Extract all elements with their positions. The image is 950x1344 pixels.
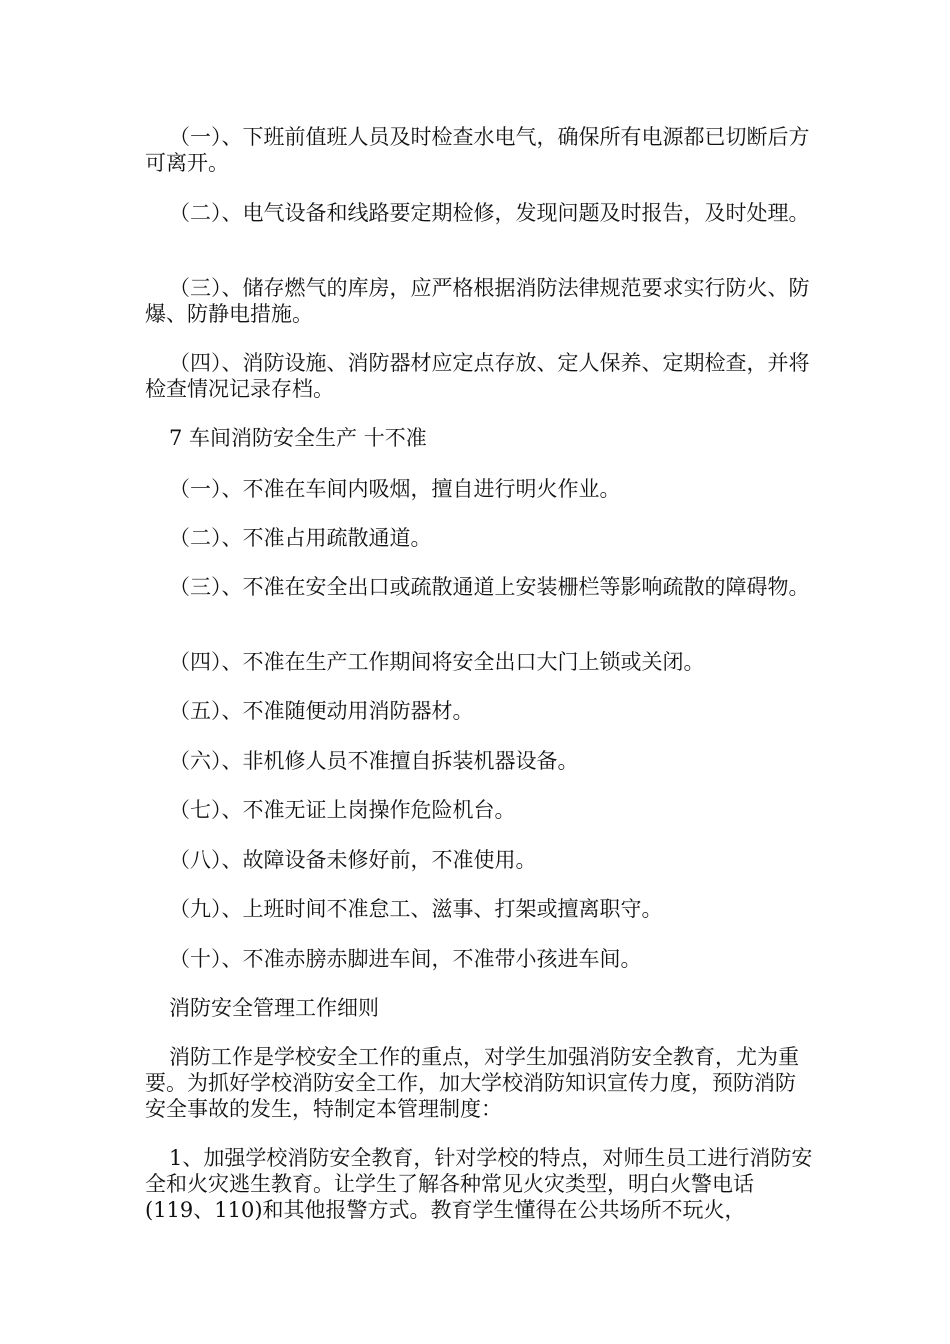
- paragraph-3: （三）、储存燃气的库房，应严格根据消防法律规范要求实行防火、防爆、防静电措施。: [145, 276, 810, 326]
- clause-1-paragraph: 1、加强学校消防安全教育，针对学校的特点，对师生员工进行消防安全和火灾逃生教育。让学生了解各种常见火灾类型，明白火警电话(119、110)和其他报警方式。教育学生懂得在公共场所不玩火，: [145, 1146, 813, 1222]
- rule-7: （七）、不准无证上岗操作危险机台。: [169, 798, 516, 822]
- section-heading-7: 7 车间消防安全生产 十不准: [169, 426, 427, 450]
- rule-8: （八）、故障设备未修好前，不准使用。: [169, 848, 537, 872]
- paragraph-2: （二）、电气设备和线路要定期检修，发现问题及时报告，及时处理。: [169, 201, 810, 225]
- paragraph-4: （四）、消防设施、消防器材应定点存放、定人保养、定期检查，并将检查情况记录存档。: [145, 351, 810, 401]
- intro-paragraph: 消防工作是学校安全工作的重点，对学生加强消防安全教育，尤为重要。为抓好学校消防安全工作，加大学校消防知识宣传力度，预防消防安全事故的发生，特制定本管理制度：: [145, 1045, 799, 1121]
- rule-5: （五）、不准随便动用消防器材。: [169, 699, 474, 723]
- section-title: 消防安全管理工作细则: [169, 996, 379, 1020]
- rule-3: （三）、不准在安全出口或疏散通道上安装栅栏等影响疏散的障碍物。: [169, 575, 810, 599]
- paragraph-1: （一）、下班前值班人员及时检查水电气，确保所有电源都已切断后方可离开。: [145, 125, 810, 175]
- rule-4: （四）、不准在生产工作期间将安全出口大门上锁或关闭。: [169, 650, 705, 674]
- rule-6: （六）、非机修人员不准擅自拆装机器设备。: [169, 749, 579, 773]
- rule-10: （十）、不准赤膀赤脚进车间，不准带小孩进车间。: [169, 947, 642, 971]
- rule-2: （二）、不准占用疏散通道。: [169, 526, 432, 550]
- rule-1: （一）、不准在车间内吸烟，擅自进行明火作业。: [169, 477, 621, 501]
- rule-9: （九）、上班时间不准怠工、滋事、打架或擅离职守。: [169, 897, 663, 921]
